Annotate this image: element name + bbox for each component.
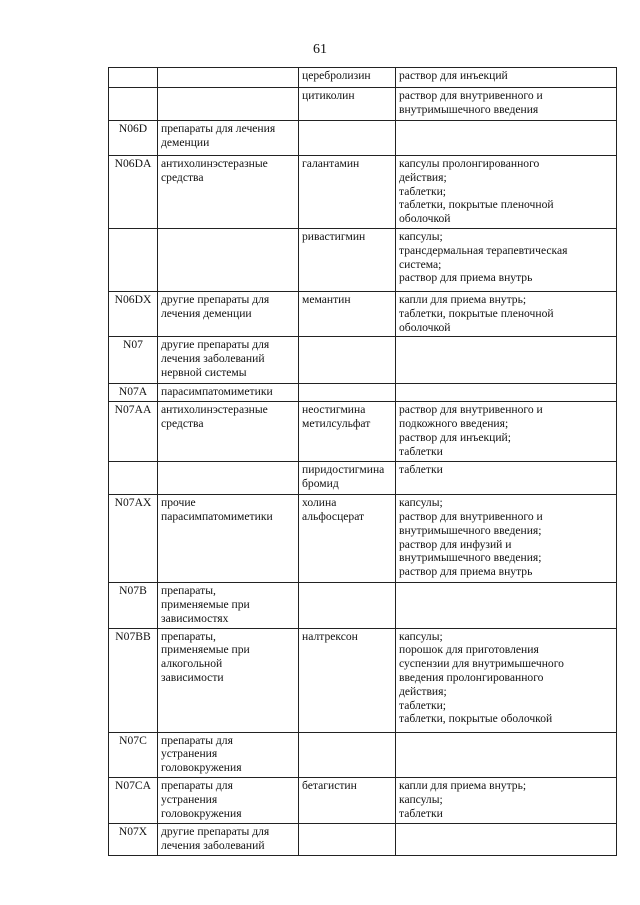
form-cell — [396, 88, 617, 121]
group-text: препараты для — [161, 733, 233, 747]
form-text: капсулы; — [399, 792, 443, 806]
group-cell — [158, 121, 299, 156]
code-cell: N06DX — [109, 291, 158, 336]
form-cell — [396, 121, 617, 156]
form-text: раствор для приема внутрь — [399, 565, 533, 579]
group-text: нервной системы — [161, 365, 247, 379]
group-text: лечения заболеваний — [161, 352, 265, 366]
table-row — [109, 337, 617, 384]
form-text: капли для приема внутрь; — [399, 292, 527, 306]
group-text: деменции — [161, 135, 210, 149]
table-row — [109, 384, 617, 402]
code-cell: N07X — [109, 823, 158, 855]
form-text: раствор для внутривенного и — [399, 509, 543, 523]
medication-table — [108, 67, 617, 856]
group-text: прочие — [161, 496, 196, 510]
form-text: система; — [399, 257, 442, 271]
group-text: устранения — [161, 747, 218, 761]
form-text: капсулы пролонгированного — [399, 157, 540, 170]
group-text: средства — [161, 170, 204, 184]
drug-text: цитиколин — [302, 89, 355, 102]
group-cell — [158, 462, 299, 495]
code-cell: N07A — [109, 384, 158, 402]
form-cell — [396, 462, 617, 495]
code-cell — [109, 88, 158, 121]
group-text: устранения — [161, 792, 218, 806]
drug-text: метилсульфат — [302, 416, 371, 430]
form-text: раствор для инъекций — [399, 69, 508, 82]
page-number: 61 — [313, 42, 327, 57]
drug-cell — [299, 68, 396, 88]
form-text: оболочкой — [399, 320, 451, 334]
code-cell: N07AA — [109, 402, 158, 462]
form-cell — [396, 628, 617, 732]
group-cell — [158, 402, 299, 462]
table-row — [109, 777, 617, 823]
drug-text: пиридостигмина — [302, 463, 385, 477]
form-text: таблетки, покрытые оболочкой — [399, 712, 553, 726]
form-cell — [396, 228, 617, 291]
table-row — [109, 291, 617, 336]
form-text: таблетки — [399, 806, 443, 820]
group-text: головокружения — [161, 806, 242, 820]
table-row — [109, 88, 617, 121]
code-cell: N07C — [109, 732, 158, 777]
drug-cell — [299, 121, 396, 156]
drug-text: холина — [302, 496, 337, 510]
form-cell — [396, 732, 617, 777]
group-text: препараты для — [161, 778, 233, 792]
code-cell — [109, 462, 158, 495]
form-text: таблетки, покрытые пленочной — [399, 306, 554, 320]
group-text: антихолинэстеразные — [161, 403, 268, 417]
drug-cell — [299, 291, 396, 336]
form-cell — [396, 777, 617, 823]
table-row — [109, 732, 617, 777]
drug-cell — [299, 583, 396, 628]
form-text: внутримышечного введения; — [399, 523, 542, 537]
code-cell: N07B — [109, 583, 158, 628]
form-cell — [396, 402, 617, 462]
form-text: действия; — [399, 170, 447, 184]
table-row — [109, 462, 617, 495]
group-text: применяемые при — [161, 597, 250, 611]
group-cell — [158, 88, 299, 121]
drug-text: бетагистин — [302, 778, 357, 792]
form-text: капли для приема внутрь; — [399, 778, 527, 792]
group-cell — [158, 291, 299, 336]
form-cell — [396, 384, 617, 402]
group-text: алкогольной — [161, 657, 223, 671]
table-row — [109, 156, 617, 229]
form-cell — [396, 156, 617, 229]
group-cell — [158, 68, 299, 88]
drug-text: церебролизин — [302, 69, 371, 82]
form-text: раствор для инъекций; — [399, 430, 511, 444]
drug-cell — [299, 823, 396, 855]
drug-cell — [299, 156, 396, 229]
drug-cell — [299, 777, 396, 823]
group-text: средства — [161, 416, 204, 430]
drug-cell — [299, 402, 396, 462]
form-text: внутримышечного введения; — [399, 551, 542, 565]
drug-cell — [299, 384, 396, 402]
drug-cell — [299, 228, 396, 291]
group-text: препараты, — [161, 629, 216, 643]
form-text: раствор для инфузий и — [399, 537, 512, 551]
code-cell — [109, 68, 158, 88]
group-cell — [158, 583, 299, 628]
form-text: раствор для внутривенного и — [399, 89, 543, 102]
table-row — [109, 121, 617, 156]
table-row — [109, 495, 617, 583]
group-text: зависимости — [161, 670, 224, 684]
form-text: таблетки — [399, 463, 443, 477]
form-text: подкожного введения; — [399, 416, 509, 430]
form-text: таблетки; — [399, 184, 447, 198]
form-text: трансдермальная терапевтическая — [399, 243, 568, 257]
form-cell — [396, 583, 617, 628]
drug-text: альфосцерат — [302, 509, 365, 523]
group-cell — [158, 823, 299, 855]
drug-text: неостигмина — [302, 403, 366, 417]
table-row — [109, 228, 617, 291]
drug-text: налтрексон — [302, 629, 358, 643]
group-cell — [158, 495, 299, 583]
group-cell — [158, 732, 299, 777]
group-cell — [158, 337, 299, 384]
form-text: капсулы; — [399, 629, 443, 643]
code-cell: N07BB — [109, 628, 158, 732]
drug-cell — [299, 732, 396, 777]
form-text: таблетки; — [399, 698, 447, 712]
group-cell — [158, 156, 299, 229]
form-text: введения пролонгированного — [399, 670, 544, 684]
form-text: раствор для внутривенного и — [399, 403, 543, 417]
group-text: парасимпатомиметики — [161, 385, 273, 399]
form-text: раствор для приема внутрь — [399, 271, 533, 285]
drug-text: галантамин — [302, 157, 360, 170]
form-text: капсулы; — [399, 496, 443, 510]
group-text: другие препараты для — [161, 292, 270, 306]
form-cell — [396, 337, 617, 384]
group-text: головокружения — [161, 761, 242, 775]
form-text: суспензии для внутримышечного — [399, 657, 564, 671]
group-text: антихолинэстеразные — [161, 157, 268, 170]
group-text: лечения заболеваний — [161, 838, 265, 852]
form-text: таблетки, покрытые пленочной — [399, 198, 554, 212]
group-text: препараты, — [161, 584, 216, 598]
form-cell — [396, 291, 617, 336]
drug-text: мемантин — [302, 292, 351, 306]
code-cell: N06DA — [109, 156, 158, 229]
group-cell — [158, 228, 299, 291]
group-text: парасимпатомиметики — [161, 509, 273, 523]
table-row — [109, 68, 617, 88]
group-text: другие препараты для — [161, 338, 270, 352]
form-text: капсулы; — [399, 229, 443, 243]
form-cell — [396, 68, 617, 88]
drug-cell — [299, 88, 396, 121]
group-cell — [158, 384, 299, 402]
code-cell: N07CA — [109, 777, 158, 823]
form-cell — [396, 495, 617, 583]
form-text: оболочкой — [399, 212, 451, 226]
code-cell: N07 — [109, 337, 158, 384]
table-row — [109, 402, 617, 462]
form-cell — [396, 823, 617, 855]
drug-text: ривастигмин — [302, 229, 366, 243]
table-row — [109, 583, 617, 628]
group-text: другие препараты для — [161, 824, 270, 838]
form-text: внутримышечного введения — [399, 102, 539, 116]
drug-cell — [299, 462, 396, 495]
drug-cell — [299, 628, 396, 732]
group-text: зависимостях — [161, 611, 229, 625]
group-cell — [158, 628, 299, 732]
group-text: лечения деменции — [161, 306, 252, 320]
form-text: действия; — [399, 684, 447, 698]
code-cell: N07AX — [109, 495, 158, 583]
table-row — [109, 823, 617, 855]
table-row — [109, 628, 617, 732]
group-text: применяемые при — [161, 643, 250, 657]
code-cell: N06D — [109, 121, 158, 156]
form-text: таблетки — [399, 444, 443, 458]
drug-cell — [299, 337, 396, 384]
drug-text: бромид — [302, 476, 339, 490]
group-cell — [158, 777, 299, 823]
code-cell — [109, 228, 158, 291]
form-text: порошок для приготовления — [399, 643, 539, 657]
drug-cell — [299, 495, 396, 583]
group-text: препараты для лечения — [161, 122, 276, 135]
